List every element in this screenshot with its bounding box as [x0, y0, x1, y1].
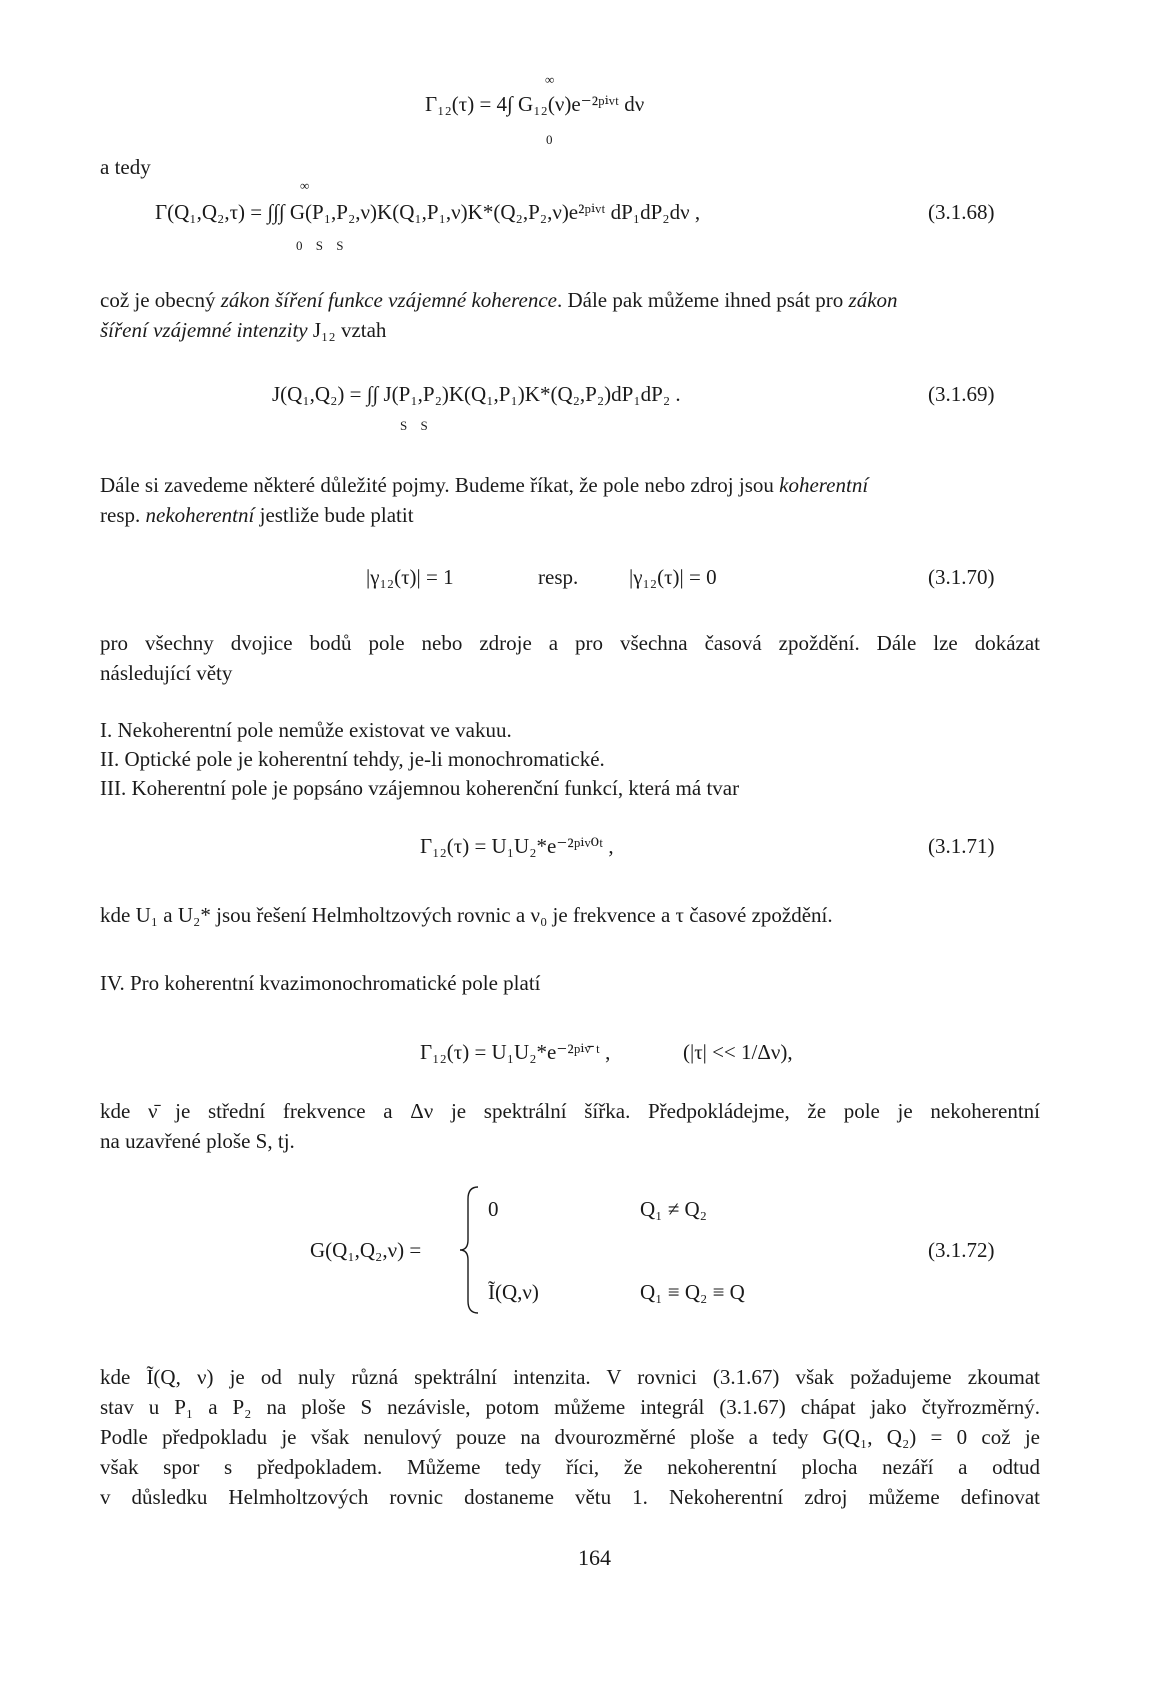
equation-3-1-70-resp: resp. — [538, 565, 579, 589]
equation-3-1-72-case2-value: Ĩ(Q,ν) — [488, 1280, 539, 1304]
text-a-tedy: a tedy — [100, 155, 151, 179]
p6-line-3: Podle předpokladu je však nenulový pouze na dvourozměrné ploše a tedy G(Q₁, Q₂) = 0 což je — [100, 1425, 1040, 1449]
equation-3-1-70-coherent: |γ₁₂(τ)| = 1 — [366, 565, 454, 589]
theorem-III: III. Koherentní pole je popsáno vzájemnou koherenční funkcí, která má tvar — [100, 776, 740, 800]
equation-number-3-1-69: (3.1.69) — [928, 382, 995, 406]
p1-emphasis-zakon: zákon — [848, 288, 898, 312]
equation-3-1-72-case1-value: 0 — [488, 1197, 499, 1221]
p1-text-c: . Dále pak můžeme ihned psát pro — [556, 288, 849, 312]
equation-quasimonochromatic-condition: (|τ| << 1/Δν), — [683, 1040, 793, 1064]
equation-3-1-68-lower-limit: 0 S S — [296, 238, 349, 253]
paragraph-all-pairs — [100, 628, 1040, 688]
equation-gamma12: Γ₁₂(τ) = 4∫ G₁₂(ν)e⁻²ᵖⁱᵛᵗ dν — [425, 92, 645, 116]
paragraph-mean-frequency — [100, 1096, 1040, 1156]
p6-line-1: kde Ĩ(Q, ν) je od nuly různá spektrální intenzita. V rovnici (3.1.67) však požadujeme zkoumat — [100, 1365, 1040, 1389]
p2-text-c: resp. — [100, 503, 146, 527]
equation-number-3-1-72: (3.1.72) — [928, 1238, 995, 1262]
p1-text-f: J₁₂ vztah — [307, 318, 387, 342]
equation-3-1-72-brace — [458, 1185, 482, 1315]
p1-emphasis-law: zákon šíření funkce vzájemné koherence — [220, 288, 557, 312]
paragraph-definitions — [100, 470, 1040, 530]
p2-emphasis-coherent: koherentní — [779, 473, 869, 497]
theorem-I: I. Nekoherentní pole nemůže existovat ve vakuu. — [100, 718, 512, 742]
p2-text-a: Dále si zavedeme některé důležité pojmy. Budeme říkat, že pole nebo zdroj jsou — [100, 473, 780, 497]
p3-line-2: následující věty — [100, 661, 233, 685]
equation-3-1-69: J(Q₁,Q₂) = ∫∫ J(P₁,P₂)K(Q₁,P₁)K*(Q₂,P₂)dP₁dP₂ . — [272, 382, 681, 406]
paragraph-spectral-intensity — [100, 1362, 1040, 1512]
equation-3-1-69-lower-limit: S S — [400, 418, 433, 433]
p2-emphasis-incoherent: nekoherentní — [145, 503, 255, 527]
p5-line-1: kde ν̄ je střední frekvence a Δν je spektrální šířka. Předpokládejme, že pole je nekoherentní — [100, 1099, 1040, 1123]
page-number: 164 — [578, 1545, 611, 1570]
theorem-IV: IV. Pro koherentní kvazimonochromatické pole platí — [100, 971, 541, 995]
equation-3-1-72-lhs: G(Q₁,Q₂,ν) = — [310, 1238, 422, 1262]
equation-3-1-72-case2-condition: Q₁ ≡ Q₂ ≡ Q — [640, 1280, 745, 1304]
equation-quasimonochromatic: Γ₁₂(τ) = U₁U₂*e⁻²ᵖⁱᵛ̄ ᵗ , — [420, 1040, 611, 1064]
p6-line-2: stav u P₁ a P₂ na ploše S nezávisle, potom můžeme integrál (3.1.67) chápat jako čtyřrozměrný. — [100, 1395, 1040, 1419]
p6-line-4: však spor s předpokladem. Můžeme tedy říci, že nekoherentní plocha nezáří a odtud — [100, 1455, 1040, 1479]
theorem-II: II. Optické pole je koherentní tehdy, je-li monochromatické. — [100, 747, 605, 771]
p5-line-2: na uzavřené ploše S, tj. — [100, 1129, 295, 1153]
paragraph-propagation-law — [100, 285, 1040, 345]
equation-3-1-68: Γ(Q₁,Q₂,τ) = ∫∫∫ G(P₁,P₂,ν)K(Q₁,P₁,ν)K*(Q₂,P₂,ν)e²ᵖⁱᵛᵗ dP₁dP₂dν , — [155, 200, 701, 224]
equation-3-1-71: Γ₁₂(τ) = U₁U₂*e⁻²ᵖⁱᵛ⁰ᵗ , — [420, 834, 614, 858]
p1-emphasis-intensity: šíření vzájemné intenzity — [100, 318, 308, 342]
equation-3-1-68-upper-limit: ∞ — [300, 178, 310, 193]
equation-number-3-1-68: (3.1.68) — [928, 200, 995, 224]
p2-text-e: jestliže bude platit — [254, 503, 414, 527]
equation-3-1-70-incoherent: |γ₁₂(τ)| = 0 — [629, 565, 717, 589]
p3-line-1: pro všechny dvojice bodů pole nebo zdroje a pro všechna časová zpoždění. Dále lze dokázat — [100, 631, 1040, 655]
equation-gamma12-lower-limit: 0 — [546, 132, 553, 147]
equation-gamma12-upper-limit: ∞ — [545, 72, 555, 87]
p6-line-5: v důsledku Helmholtzových rovnic dostaneme větu 1. Nekoherentní zdroj můžeme definovat — [100, 1485, 1040, 1509]
p1-text-a: což je obecný — [100, 288, 221, 312]
equation-number-3-1-71: (3.1.71) — [928, 834, 995, 858]
paragraph-helmholtz-solutions: kde U₁ a U₂* jsou řešení Helmholtzových rovnic a ν₀ je frekvence a τ časové zpoždění. — [100, 903, 833, 927]
equation-number-3-1-70: (3.1.70) — [928, 565, 995, 589]
equation-3-1-72-case1-condition: Q₁ ≠ Q₂ — [640, 1197, 707, 1221]
